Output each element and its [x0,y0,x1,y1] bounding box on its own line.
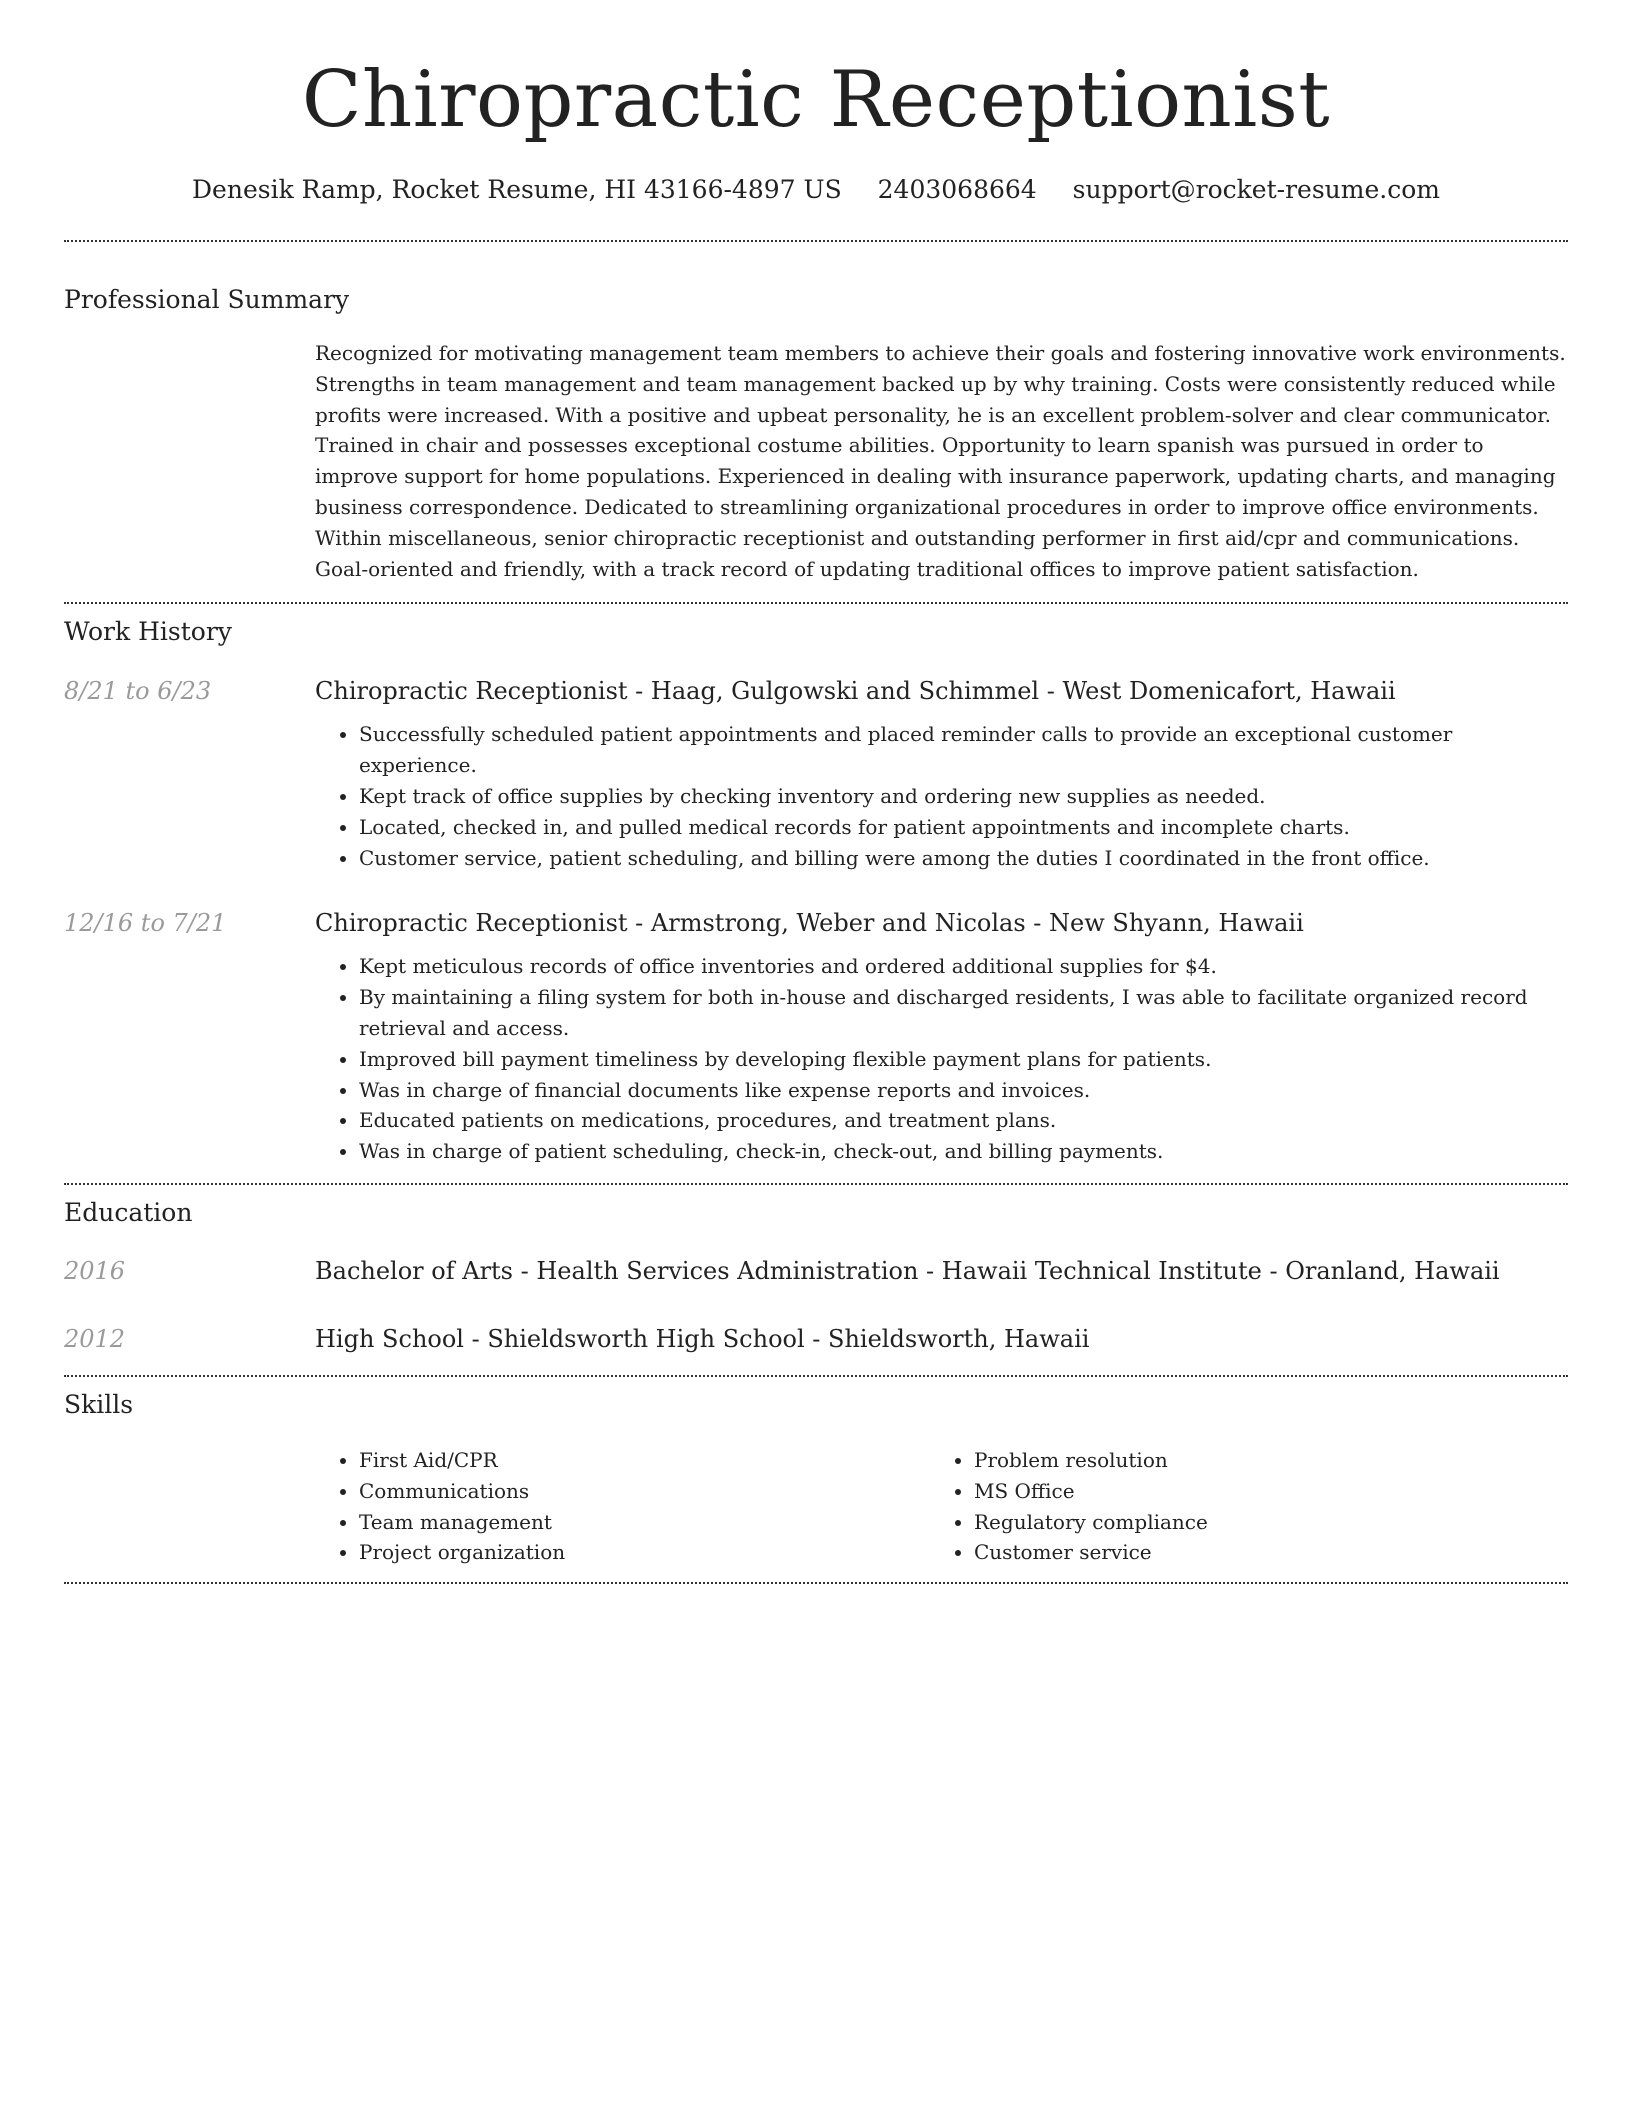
section-heading-skills: Skills [64,1389,134,1419]
job-bullets [315,951,1568,1167]
job-bullets [315,719,1568,873]
divider [64,1375,1568,1377]
job-separator: - [1025,909,1050,938]
skills-list [315,1445,1568,1568]
education-separator: - [1261,1256,1286,1285]
education-field: Health Services Administration [536,1256,919,1285]
job-separator: - [627,909,651,938]
job-header [315,907,1568,939]
education-degree: High School [315,1324,464,1353]
skill-item: • Problem resolution [974,1445,1545,1476]
job-bullet: • Customer service, patient scheduling, and billing were among the duties I coordinated in the front office. [359,843,1568,874]
divider [64,1183,1568,1185]
job-title: Chiropractic Receptionist [315,909,628,938]
education-location: Oranland, Hawaii [1285,1256,1500,1285]
job-entry [64,907,1568,1167]
job-location: West Domenicafort, Hawaii [1062,677,1396,706]
education-header [315,1323,1568,1355]
skills-column-right [930,1445,1545,1568]
divider [64,1582,1568,1584]
job-bullet: • Improved bill payment timeliness by developing flexible payment plans for patients. [359,1044,1568,1075]
education-separator: - [918,1256,942,1285]
section-heading-education: Education [64,1197,193,1227]
contact-address: Denesik Ramp, Rocket Resume, HI 43166-4897 US [192,175,842,204]
skill-item: • Team management [359,1507,930,1538]
job-bullet: • By maintaining a filing system for both in-house and discharged residents, I was able to facilitate organized record retrieval and access. [359,982,1568,1044]
section-heading-summary: Professional Summary [64,285,350,314]
divider [64,602,1568,604]
skill-item: • Communications [359,1476,930,1507]
skill-item: • Project organization [359,1537,930,1568]
job-bullet: • Was in charge of financial documents like expense reports and invoices. [359,1075,1568,1106]
job-separator: - [627,677,651,706]
job-company: Haag, Gulgowski and Schimmel [650,677,1040,706]
contact-line [64,174,1568,206]
education-separator: - [463,1324,488,1353]
job-location: New Shyann, Hawaii [1049,909,1304,938]
divider [64,240,1568,242]
job-dates: 12/16 to 7/21 [64,909,227,938]
job-bullet: • Was in charge of patient scheduling, check-in, check-out, and billing payments. [359,1136,1568,1167]
education-separator: - [804,1324,829,1353]
job-dates: 8/21 to 6/23 [64,677,212,706]
job-entry [64,675,1568,873]
contact-email: support@rocket-resume.com [1072,175,1440,204]
education-year: 2016 [64,1256,126,1285]
education-entry [64,1255,1568,1287]
summary-text: Recognized for motivating management team members to achieve their goals and fostering innovative work environments. Strengths in team management and team management backed up by why training. Costs were consistently reduced while profits were increased. With a positive and upbeat personality, he is an excellent problem-solver and clear communicator. Trained in chair and possesses exceptional costume abilities. Opportunity to learn spanish was pursued in order to improve support for home populations. Experienced in dealing with insurance paperwork, updating charts, and managing business correspondence. Dedicated to streamlining organizational procedures in order to improve office environments. Within miscellaneous, senior chiropractic receptionist and outstanding performer in first aid/cpr and communications. Goal-oriented and friendly, with a track record of updating traditional offices to improve patient satisfaction. [315,341,1566,581]
education-header [315,1255,1568,1287]
job-bullet: • Kept meticulous records of office inventories and ordered additional supplies for $4. [359,951,1568,982]
education-school: Shieldsworth High School [487,1324,805,1353]
job-title: Chiropractic Receptionist [315,677,628,706]
resume-page [64,0,1568,1584]
section-heading-work-history: Work History [64,617,232,647]
education-year: 2012 [64,1324,126,1353]
skill-item: • MS Office [974,1476,1545,1507]
job-bullet: • Successfully scheduled patient appointments and placed reminder calls to provide an exceptional customer experience. [359,719,1568,781]
education-entry [64,1323,1568,1355]
skill-item: • Regulatory compliance [974,1507,1545,1538]
education-school: Hawaii Technical Institute [941,1256,1262,1285]
education-degree: Bachelor of Arts [315,1256,513,1285]
job-bullet: • Kept track of office supplies by checking inventory and ordering new supplies as needed. [359,781,1568,812]
job-header [315,675,1568,707]
job-company: Armstrong, Weber and Nicolas [650,909,1026,938]
job-bullet: • Located, checked in, and pulled medical records for patient appointments and incomplete charts. [359,812,1568,843]
education-separator: - [513,1256,537,1285]
skills-column-left [315,1445,930,1568]
skill-item: • Customer service [974,1537,1545,1568]
job-bullet: • Educated patients on medications, procedures, and treatment plans. [359,1105,1568,1136]
job-separator: - [1039,677,1063,706]
contact-phone: 2403068664 [877,175,1037,204]
education-location: Shieldsworth, Hawaii [828,1324,1090,1353]
resume-title: Chiropractic Receptionist [301,55,1331,145]
skill-item: • First Aid/CPR [359,1445,930,1476]
